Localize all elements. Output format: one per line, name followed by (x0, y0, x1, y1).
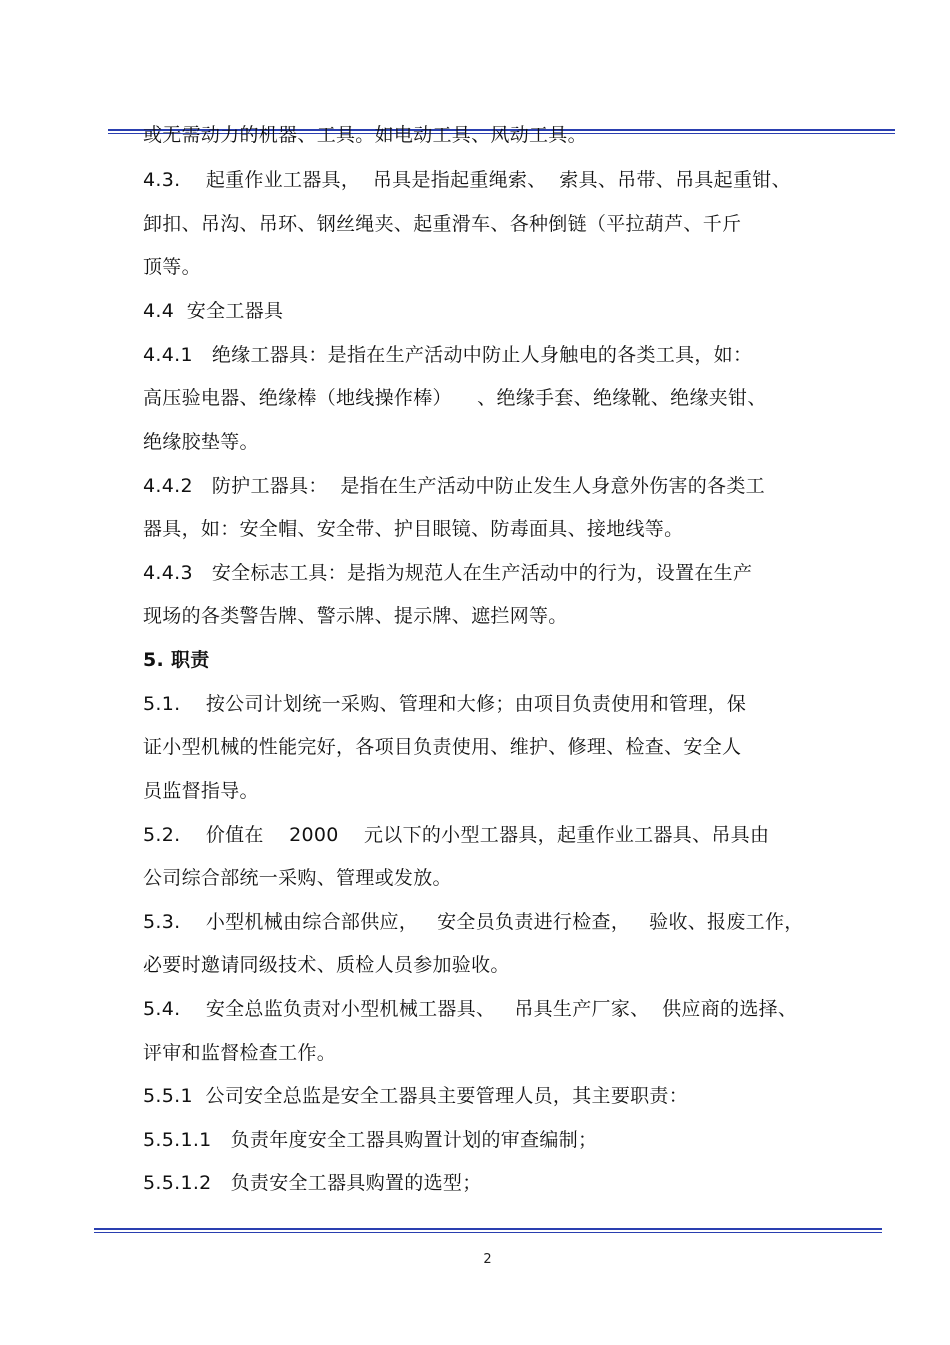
text-line-3: 卸扣、吊沟、吊环、钢丝绳夹、起重滑车、各种倒链（平拉葫芦、千斤 (143, 213, 742, 235)
text-line-23: 5.5.1 公司安全总监是安全工器具主要管理人员，其主要职责： (143, 1085, 689, 1107)
text-line-10: 器具，如：安全帽、安全带、护目眼镜、防毒面具、接地线等。 (143, 518, 684, 540)
text-line-21: 5.4. 安全总监负责对小型机械工器具、 吊具生产厂家、 供应商的选择、 (143, 998, 798, 1020)
text-line-12: 现场的各类警告牌、警示牌、提示牌、遮拦网等。 (143, 605, 568, 627)
text-line-15: 证小型机械的性能完好，各项目负责使用、维护、修理、检查、安全人 (143, 736, 742, 758)
page-number: 2 (483, 1252, 492, 1267)
text-line-16: 员监督指导。 (143, 780, 259, 802)
text-line-19: 5.3. 小型机械由综合部供应， 安全员负责进行检查， 验收、报废工作， (143, 911, 804, 933)
text-line-6: 4.4.1 绝缘工器具：是指在生产活动中防止人身触电的各类工具，如： (143, 344, 753, 366)
text-line-11: 4.4.3 安全标志工具：是指为规范人在生产活动中的行为，设置在生产 (143, 562, 753, 584)
footer-rule (94, 1228, 882, 1233)
text-line-25: 5.5.1.2 负责安全工器具购置的选型； (143, 1172, 482, 1194)
text-line-20: 必要时邀请同级技术、质检人员参加验收。 (143, 954, 510, 976)
text-line-4: 顶等。 (143, 256, 201, 278)
text-line-17: 5.2. 价值在 2000 元以下的小型工器具，起重作业工器具、吊具由 (143, 824, 770, 846)
text-line-22: 评审和监督检查工作。 (143, 1042, 337, 1064)
section-heading-5: 5. 职责 (143, 649, 210, 671)
text-line-7: 高压验电器、绝缘棒（地线操作棒） 、绝缘手套、绝缘靴、绝缘夹钳、 (143, 387, 767, 409)
text-line-8: 绝缘胶垫等。 (143, 431, 259, 453)
text-line-24: 5.5.1.1 负责年度安全工器具购置计划的审查编制； (143, 1129, 598, 1151)
text-line-2: 4.3. 起重作业工器具， 吊具是指起重绳索、 索具、吊带、吊具起重钳、 (143, 169, 791, 191)
text-line-18: 公司综合部统一采购、管理或发放。 (143, 867, 452, 889)
text-line-9: 4.4.2 防护工器具： 是指在生产活动中防止发生人身意外伤害的各类工 (143, 475, 765, 497)
text-line-14: 5.1. 按公司计划统一采购、管理和大修；由项目负责使用和管理，保 (143, 693, 747, 715)
section-heading-4-4: 4.4 安全工器具 (143, 300, 284, 322)
text-line-1: 或无需动力的机器、工具。如电动工具、风动工具。 (143, 124, 587, 146)
